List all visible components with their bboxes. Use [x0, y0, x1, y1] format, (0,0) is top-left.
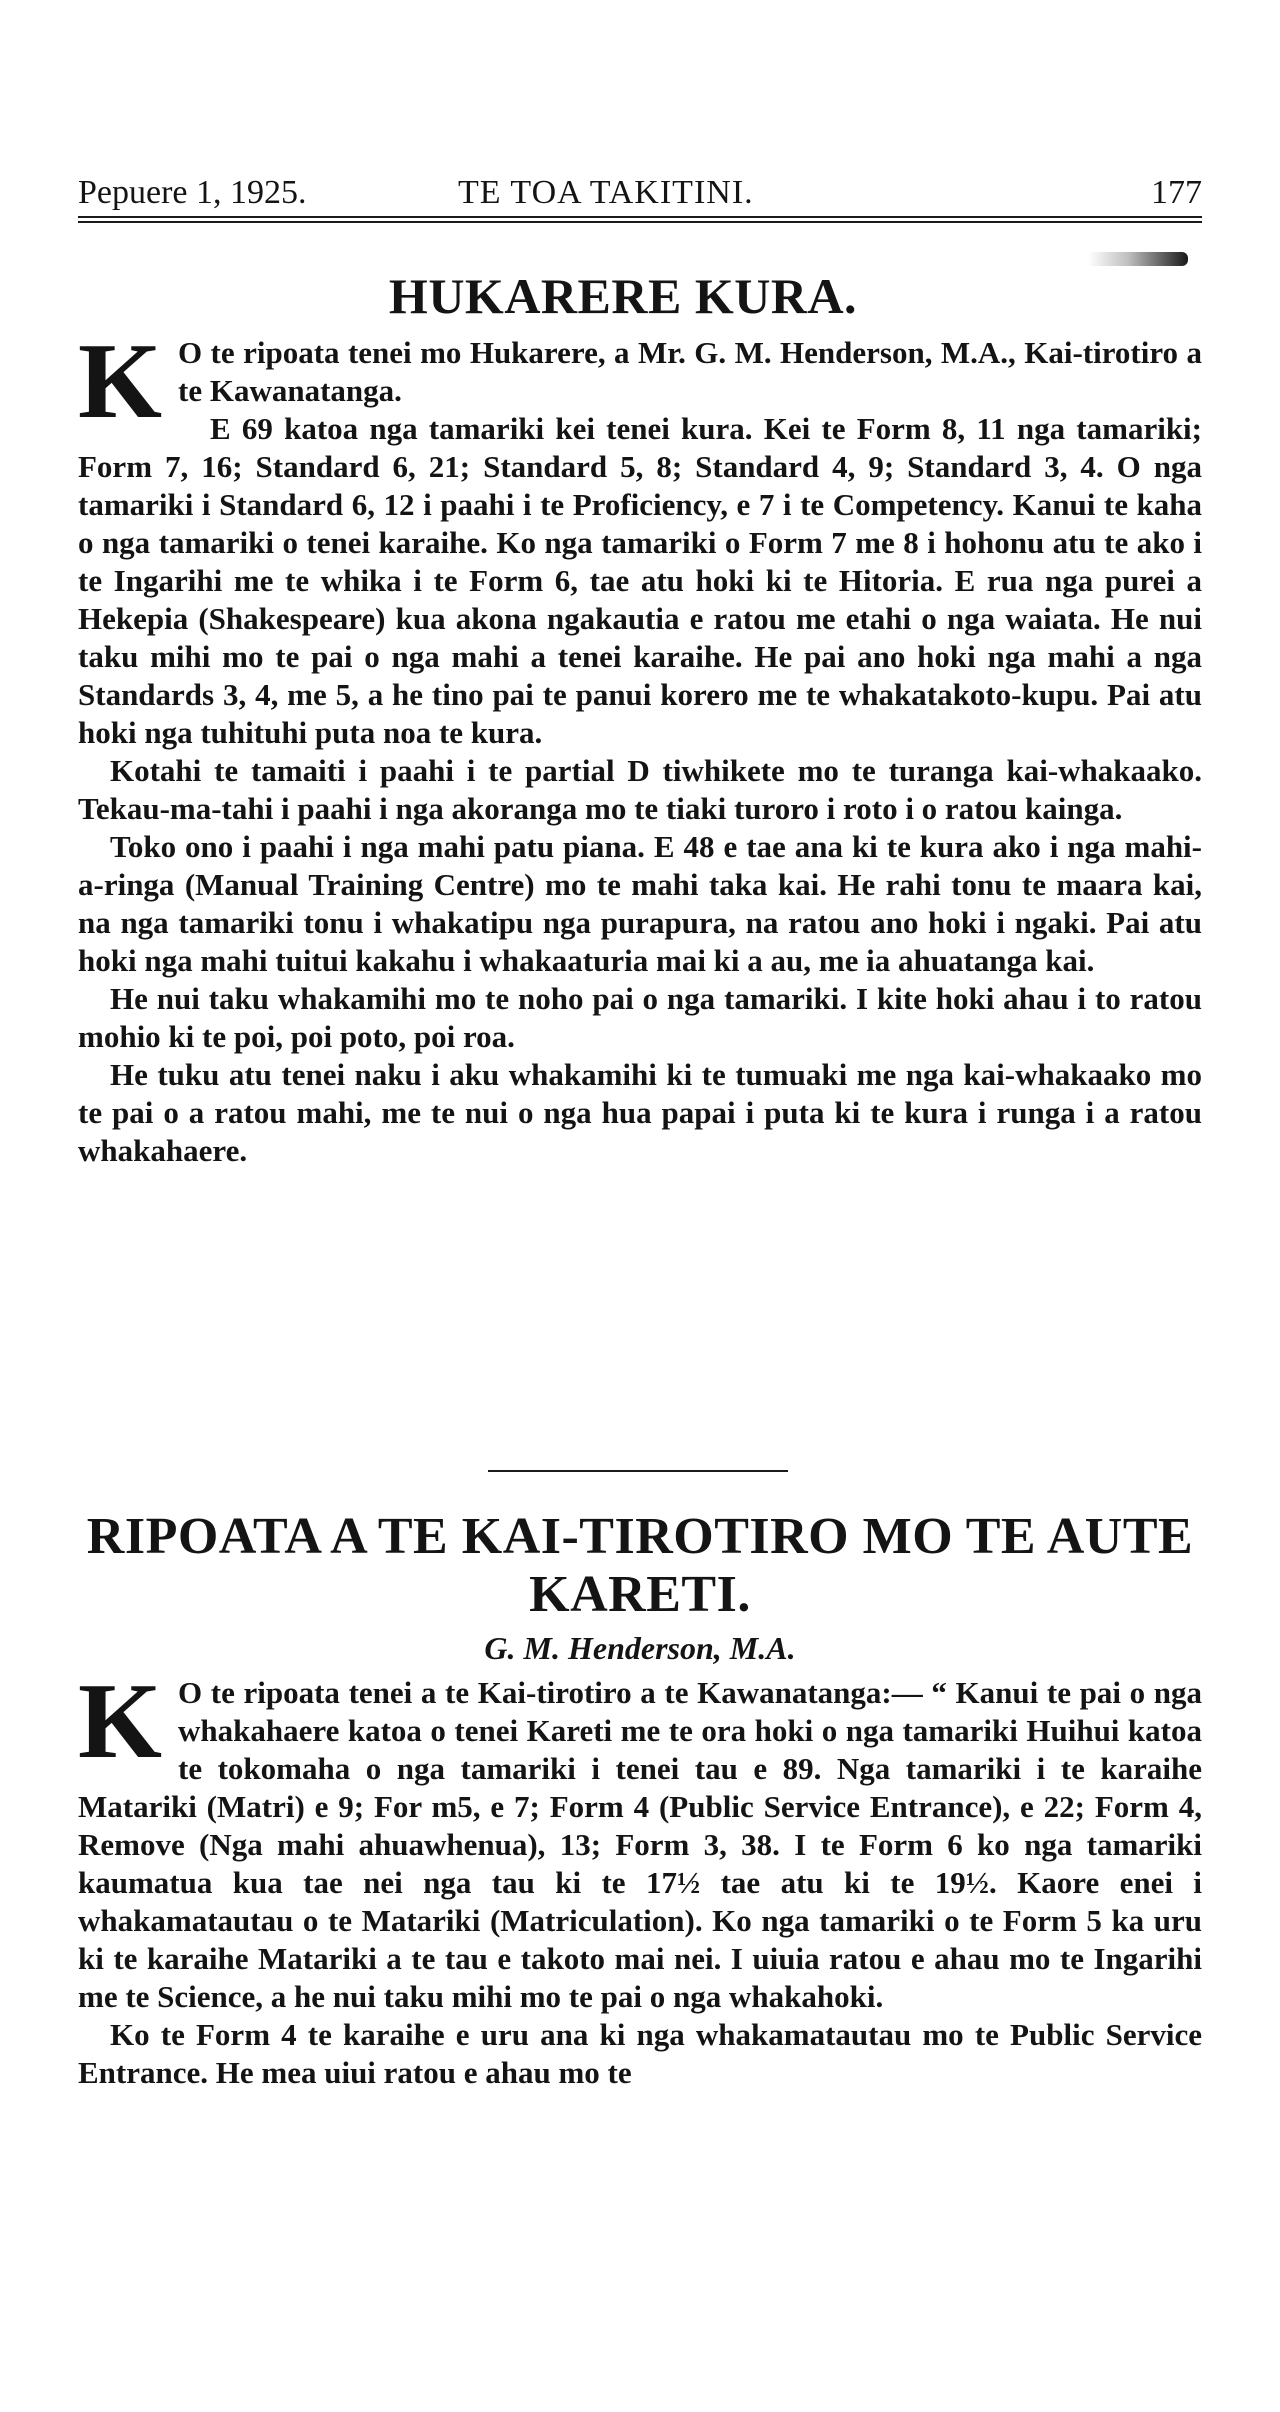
- article1-paragraph-5: He nui taku whakamihi mo te noho pai o nga tamariki. I kite hoki ahau i to ratou mohio ki te poi, poi poto, poi roa.: [78, 981, 1202, 1054]
- article2-paragraph-2: Ko te Form 4 te karaihe e uru ana ki nga whakamatautau mo te Public Service Entrance. He mea uiui ratou e ahau mo te: [78, 2017, 1202, 2090]
- header-journal-title: TE TOA TAKITINI.: [458, 174, 754, 211]
- article1-paragraph-2: E 69 katoa nga tamariki kei tenei kura. Kei te Form 8, 11 nga tamariki; Form 7, 16; Standard 6, 21; Standard 5, 8; Standard 4, 9; Standard 3, 4. O nga tamariki i Standard 6, 12 i paahi i te Proficiency, e 7 i te Competency. Kanui te kaha o nga tamariki o tenei karaihe. Ko nga tamariki o Form 7 me 8 i hohonu atu te ako i te Ingarihi me te whika i te Form 6, tae atu hoki ki te Hitoria. E rua nga purei a Hekepia (Shakespeare) kua akona ngakautia e ratou me etahi o nga waiata. He nui taku mihi mo te pai o nga mahi a tenei karaihe. He pai ano hoki nga mahi a nga Standards 3, 4, me 5, a he tino pai te panui korero me te whakatakoto-kupu. Pai atu hoki nga tuhituhi puta noa te kura.: [78, 411, 1202, 750]
- article1-p1-text: O te ripoata tenei mo Hukarere, a Mr. G. M. Henderson, M.A., Kai-tirotiro a te Kawanatanga.: [178, 335, 1202, 408]
- article2-paragraph-1: [78, 1662, 1202, 2016]
- article1-paragraph-3: Kotahi te tamaiti i paahi i te partial D tiwhikete mo te turanga kai-whakaako. Tekau-ma-tahi i paahi i nga akoranga mo te tiaki turoro i roto i o ratou kainga.: [78, 753, 1202, 826]
- article1-paragraph-6: He tuku atu tenei naku i aku whakamihi ki te tumuaki me nga kai-whakaako mo te pai o a ratou mahi, me te nui o nga hua papai i puta ki te kura i runga i a ratou whakahaere.: [78, 1057, 1202, 1168]
- article1-title: HUKARERE KURA.: [388, 268, 858, 324]
- running-head: [78, 168, 1202, 218]
- article2-p1-text: O te ripoata tenei a te Kai-tirotiro a te Kawanatanga:— “ Kanui te pai o nga whakahaere katoa o tenei Kareti me te ora hoki o nga tamariki Huihui katoa te tokomaha o nga tamariki i tenei tau e 89. Nga tamariki i te karaihe Matariki (Matri) e 9; For m5, e 7; Form 4 (Public Service Entrance), e 22; Form 4, Remove (Nga mahi ahuawhenua), 13; Form 3, 38. I te Form 6 ko nga tamariki kaumatua kua tae nei nga tau ki te 17½ tae atu ki te 19½. Kaore enei i whakamatautau o te Matariki (Matriculation). Ko nga tamariki o te Form 5 ka uru ki te karaihe Matariki a te tau e takoto mai nei. I uiuia ratou e ahau mo te Ingarihi me te Science, a he nui taku mihi mo te pai o nga whakahoki.: [78, 1675, 1202, 2014]
- article2-byline: G. M. Henderson, M.A.: [484, 1630, 796, 1666]
- section-divider: [488, 1470, 788, 1472]
- header-page-number: 177: [1151, 174, 1202, 211]
- header-double-rule: [78, 216, 1202, 223]
- article2-dropcap: K: [78, 1662, 163, 1781]
- article1-dropcap: K: [78, 322, 163, 441]
- article2-title: RIPOATA A TE KAI-TIROTIRO MO TE AUTE KARETI.: [86, 1508, 1194, 1623]
- ink-smudge: [1088, 252, 1188, 266]
- article1-paragraph-4: Toko ono i paahi i nga mahi patu piana. E 48 e tae ana ki te kura ako i nga mahi-a-ringa (Manual Training Centre) mo te mahi taka kai. He rahi tonu te maara kai, na nga tamariki tonu i whakatipu nga purapura, na ratou ano hoki i ngaki. Pai atu hoki nga mahi tuitui kakahu i whakaaturia mai ki a au, me ia ahuatanga kai.: [78, 829, 1202, 978]
- article2-body: [78, 1662, 1202, 2092]
- article1-paragraph-1: [78, 322, 1202, 441]
- header-date: Pepuere 1, 1925.: [78, 174, 307, 211]
- article1-body: [78, 322, 1202, 1170]
